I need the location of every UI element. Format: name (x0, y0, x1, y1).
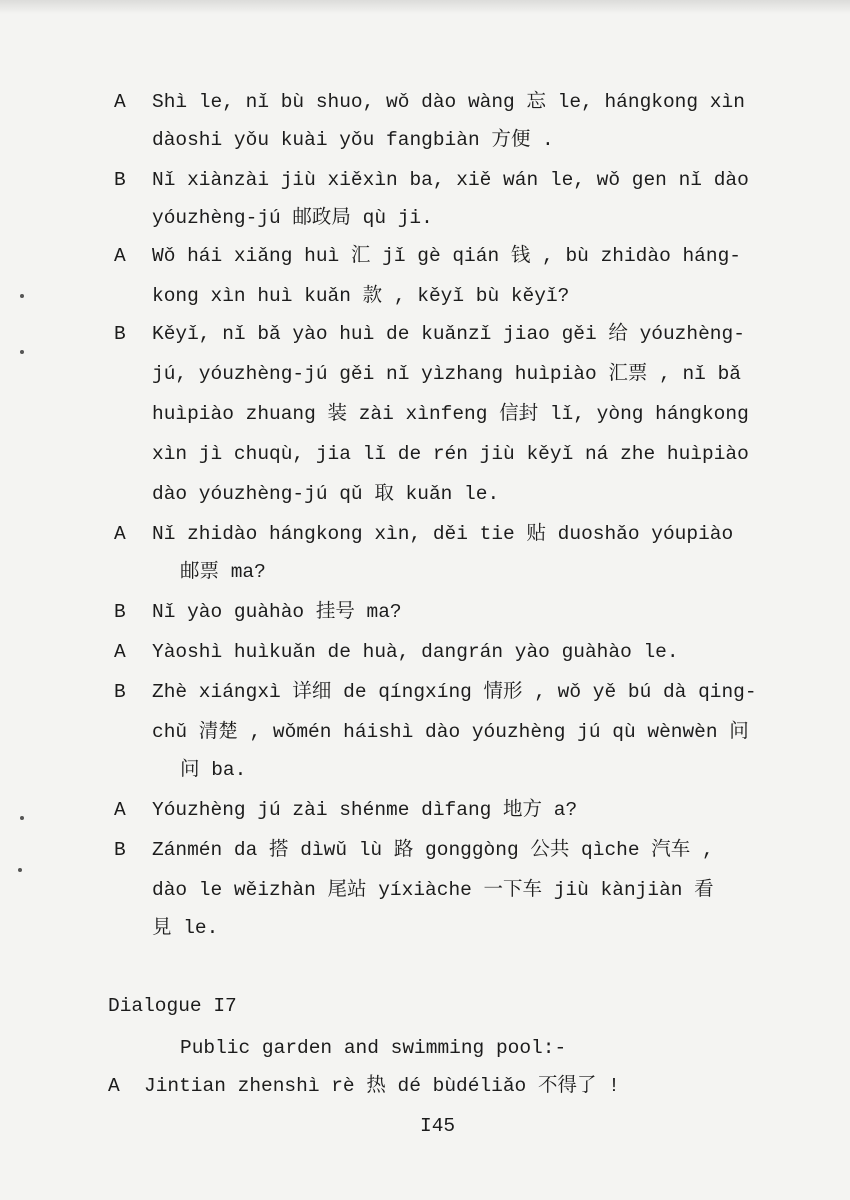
speaker-label: B (114, 839, 126, 861)
line-text: 邮票 ma? (180, 561, 266, 583)
dialogue-line (0, 554, 850, 590)
dialogue-line (0, 674, 850, 710)
line-text: Yóuzhèng jú zài shénme dìfang 地方 a? (152, 799, 578, 821)
dialogue-heading-line (0, 988, 850, 1024)
line-text: 问 ba. (180, 759, 247, 781)
dialogue-line (0, 516, 850, 552)
line-text: chǔ 清楚 , wǒmén háishì dào yóuzhèng jú qù wènwèn 问 (152, 721, 749, 743)
line-text: Zhè xiángxì 详细 de qíngxíng 情形 , wǒ yě bú dà qing- (152, 681, 757, 703)
dialogue-line (0, 910, 850, 946)
speaker-label: A (114, 91, 126, 113)
page-number-line (0, 1108, 850, 1144)
speaker-label: A (114, 245, 126, 267)
line-text: jú, yóuzhèng-jú gěi nǐ yìzhang huìpiào 汇票 , nǐ bǎ (152, 363, 741, 385)
dialogue-line (0, 238, 850, 274)
dialogue-line (0, 872, 850, 908)
dialogue-line (0, 396, 850, 432)
dialogue-line (0, 316, 850, 352)
line-text: dào yóuzhèng-jú qǔ 取 kuǎn le. (152, 483, 500, 505)
line-text: kong xìn huì kuǎn 款 , kěyǐ bù kěyǐ? (152, 285, 570, 307)
page-number: I45 (420, 1115, 456, 1137)
line-text: 見 le. (152, 917, 219, 939)
speaker-label: B (114, 323, 126, 345)
line-text: Nǐ zhidào hángkong xìn, děi tie 贴 duoshǎo yóupiào (152, 523, 734, 545)
dialogue-heading: Dialogue I7 (108, 995, 237, 1017)
dialogue-line (0, 200, 850, 236)
dialogue-subheading: Public garden and swimming pool:- (180, 1037, 567, 1059)
dialogue-line (0, 594, 850, 630)
subheading-line (0, 1030, 850, 1066)
dialogue-line (0, 1068, 850, 1104)
speaker-label: A (114, 799, 126, 821)
speaker-label: A (114, 523, 126, 545)
speaker-label: A (114, 641, 126, 663)
dialogue-line (0, 162, 850, 198)
dialogue-line (0, 84, 850, 120)
dialogue-line (0, 792, 850, 828)
dialogue-line (0, 476, 850, 512)
dialogue-line (0, 714, 850, 750)
line-text: Nǐ yào guàhào 挂号 ma? (152, 601, 402, 623)
line-text: Kěyǐ, nǐ bǎ yào huì de kuǎnzǐ jiao gěi 给 yóuzhèng- (152, 323, 745, 345)
speaker-label: B (114, 681, 126, 703)
dialogue-line (0, 832, 850, 868)
speaker-label: B (114, 601, 126, 623)
line-text: yóuzhèng-jú 邮政局 qù ji. (152, 207, 433, 229)
dialogue-line (0, 436, 850, 472)
line-text: Shì le, nǐ bù shuo, wǒ dào wàng 忘 le, hángkong xìn (152, 91, 745, 113)
speaker-label: B (114, 169, 126, 191)
line-text: Jintian zhenshì rè 热 dé bùdéliǎo 不得了 ! (144, 1075, 620, 1097)
line-text: Wǒ hái xiǎng huì 汇 jǐ gè qián 钱 , bù zhidào háng- (152, 245, 741, 267)
line-text: Zánmén da 搭 dìwǔ lù 路 gonggòng 公共 qìche 汽车 , (152, 839, 714, 861)
dialogue-line (0, 752, 850, 788)
dialogue-line (0, 122, 850, 158)
line-text: Nǐ xiànzài jiù xiěxìn ba, xiě wán le, wǒ gen nǐ dào (152, 169, 749, 191)
dialogue-line (0, 356, 850, 392)
line-text: xìn jì chuqù, jia lǐ de rén jiù kěyǐ ná zhe huìpiào (152, 443, 749, 465)
line-text: dàoshi yǒu kuài yǒu fangbiàn 方便 . (152, 129, 554, 151)
line-text: dào le wěizhàn 尾站 yíxiàche 一下车 jiù kànjiàn 看 (152, 879, 714, 901)
line-text: huìpiào zhuang 装 zài xìnfeng 信封 lǐ, yòng hángkong (152, 403, 749, 425)
dialogue-line (0, 634, 850, 670)
dialogue-line (0, 278, 850, 314)
speaker-label: A (108, 1075, 120, 1097)
line-text: Yàoshì huìkuǎn de huà, dangrán yào guàhào le. (152, 641, 679, 663)
